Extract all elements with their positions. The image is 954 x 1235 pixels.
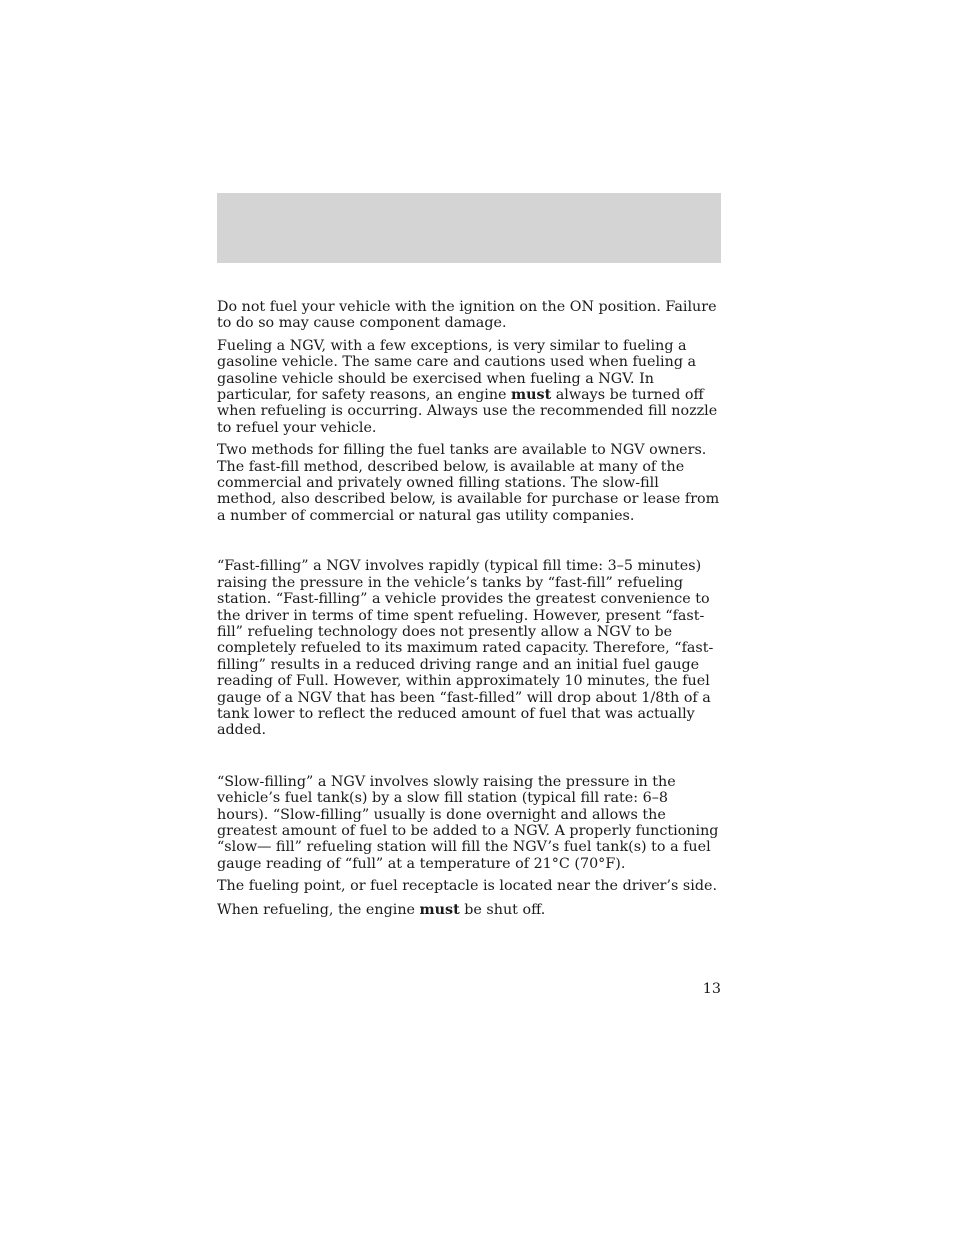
paragraph-fill-methods: Two methods for filling the fuel tanks are available to NGV owners. The fast-fill method, described below, is available at many of the commercial and privately owned filling stations. The slow-fill method, also described below, is available for purchase or lease from a number of commercial or natural gas utility companies.: [217, 442, 720, 524]
page-body: [217, 299, 721, 918]
page-number: 13: [702, 981, 721, 997]
paragraph-slow-fill: “Slow-filling” a NGV involves slowly raising the pressure in the vehicle’s fuel tank(s) by a slow fill station (typical fill rate: 6–8 hours). “Slow-filling” usually is done overnight and allows the greatest amount of fuel to be added to a NGV. A properly functioning “slow— fill” refueling station will fill the NGV’s fuel tank(s) to a fuel gauge reading of “full” at a temperature of 21°C (70°F).: [217, 773, 719, 872]
paragraph-fast-fill: “Fast-filling” a NGV involves rapidly (typical fill time: 3–5 minutes) raising the pressure in the vehicle’s tanks by “fast-fill” refueling station. “Fast-filling” a vehicle provides the greatest convenience to the driver in terms of time spent refueling. However, present “fast-fill” refueling technology does not presently allow a NGV to be completely refueled to its maximum rated capacity. Therefore, “fast-filling” results in a reduced driving range and an initial fuel gauge reading of Full. However, within approximately 10 minutes, the fuel gauge of a NGV that has been “fast-filled” will drop about 1/8th of a tank lower to reflect the reduced amount of fuel that was actually added.: [217, 558, 714, 739]
paragraph-ignition-warning: Do not fuel your vehicle with the ignition on the ON position. Failure to do so may cause component damage.: [217, 299, 717, 332]
paragraph-engine-off: When refueling, the engine must be shut off.: [217, 901, 546, 918]
paragraph-fueling-ngv: Fueling a NGV, with a few exceptions, is very similar to fueling a gasoline vehicle. The same care and cautions used when fueling a gasoline vehicle should be exercised when fueling a NGV. In particular, for safety reasons, an engine must always be turned off when refueling is occurring. Always use the recommended fill nozzle to refuel your vehicle.: [217, 337, 718, 436]
paragraph-fueling-point: The fueling point, or fuel receptacle is located near the driver’s side.: [217, 878, 717, 895]
header-band: [217, 193, 721, 263]
